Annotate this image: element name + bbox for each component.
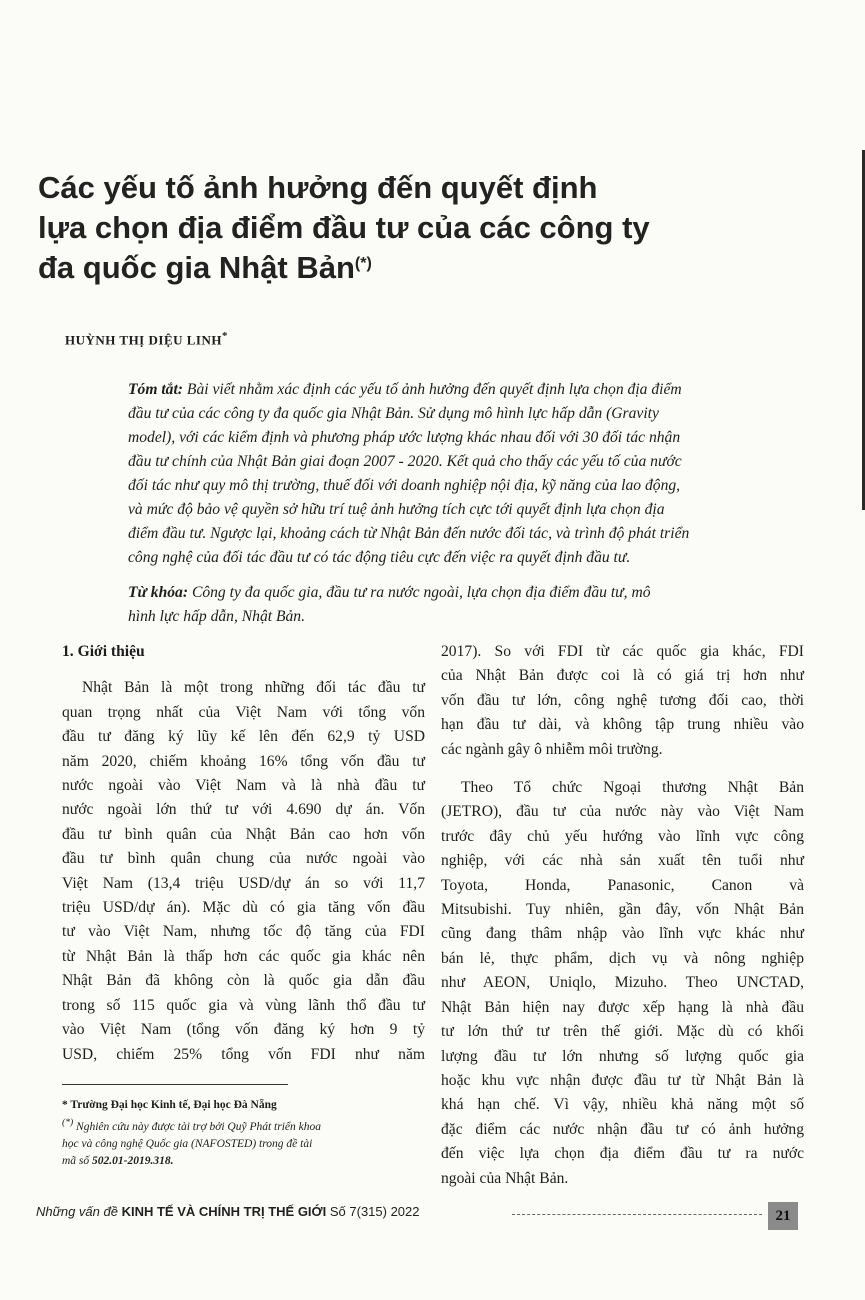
abstract-line: công nghệ của đối tác đầu tư có tác động tiêu cực đến việc ra quyết định đầu tư. [128, 549, 631, 566]
body-line: 2017). So với FDI từ các quốc gia khác, FDI [441, 643, 804, 660]
body-line: đầu tư đăng ký lũy kế lên đến 62,9 tỷ USD [62, 728, 425, 746]
body-line: tư vào Việt Nam, nhưng tốc độ tăng của FDI [62, 923, 425, 941]
body-line: như AEON, Uniqlo, Mizuho. Theo UNCTAD, [441, 974, 804, 992]
body-line: đầu tư bình quân chung của nước ngoài vào [62, 850, 425, 868]
abstract-line: và mức độ bảo vệ quyền sở hữu trí tuệ ảnh hưởng tích cực tới quyết định lựa chọn địa [128, 501, 665, 518]
body-line: quan trọng nhất của Việt Nam với tổng vốn [62, 703, 425, 721]
body-line: ngoài của Nhật Bản. [441, 1169, 569, 1187]
abstract-label: Tóm tắt: [128, 381, 184, 398]
body-line: hoặc khu vực nhận được đầu tư từ Nhật Bản là [441, 1071, 804, 1089]
author-name: HUỲNH THỊ DIỆU LINH* [65, 330, 228, 348]
funding-footnote-line: học và công nghệ Quốc gia (NAFOSTED) trong đề tài [62, 1137, 313, 1150]
abstract-line: đầu tư chính của Nhật Bản giai đoạn 2007 - 2020. Kết quả cho thấy các yếu tố của nước [128, 453, 682, 470]
body-line: tư lớn thứ tư trên thế giới. Mặc dù có khối [441, 1023, 804, 1041]
body-line: trong số 115 quốc gia và vùng lãnh thổ đầu tư [62, 996, 425, 1014]
body-line: của Nhật Bản được coi là có giá trị hơn như [441, 667, 804, 685]
body-line: bán lẻ, thực phẩm, dịch vụ và nông nghiệp [441, 949, 804, 967]
body-line: trước đây chủ yếu hướng vào lĩnh vực công [441, 827, 804, 845]
abstract-line: đối tác như quy mô thị trường, thuế đối với doanh nghiệp nội địa, kỹ năng của lao động, [128, 477, 681, 494]
body-line: Theo Tổ chức Ngoại thương Nhật Bản [461, 779, 804, 797]
page-number: 21 [768, 1202, 798, 1230]
page-footer [36, 1204, 420, 1219]
keywords-line: hình lực hấp dẫn, Nhật Bản. [128, 608, 305, 625]
footer-dash-line [512, 1214, 762, 1215]
body-line: đặc điểm các nước nhận đầu tư có ảnh hưởng [441, 1120, 804, 1138]
body-line: vào Việt Nam (tổng vốn đăng ký hơn 9 tỷ [62, 1021, 425, 1039]
footnotes [62, 1097, 432, 1170]
article-title [38, 168, 798, 288]
body-line: Nhật Bản hiện nay được xếp hạng là nhà đầu [441, 998, 804, 1016]
title-footnote-marker: (*) [354, 255, 372, 272]
abstract-block [128, 378, 800, 629]
footnote-rule [62, 1084, 288, 1085]
body-line: nước ngoài lớn thứ tư với 4.690 dự án. Vốn [62, 801, 425, 819]
body-line: Nhật Bản là một trong những đối tác đầu tư [82, 679, 425, 697]
left-column [62, 640, 425, 1067]
abstract-line: điểm đầu tư. Ngược lại, khoảng cách từ Nhật Bản đến nước đối tác, và trình độ phát triển [128, 525, 690, 542]
body-line: nghiệp, với các nhà sản xuất tên tuổi như [441, 852, 804, 870]
abstract-line: Tóm tắt: Bài viết nhằm xác định các yếu tố ảnh hưởng đến quyết định lựa chọn địa điểm [128, 381, 682, 398]
keywords-block [128, 581, 800, 629]
journal-name: KINH TẾ VÀ CHÍNH TRỊ THẾ GIỚI [121, 1204, 327, 1219]
body-line: cũng đang thâm nhập vào lĩnh vực khác như [441, 925, 804, 943]
body-line: nước ngoài vào Việt Nam và là nhà đầu tư [62, 777, 425, 795]
author-footnote-marker: * [221, 330, 228, 342]
keywords-line: Từ khóa: Công ty đa quốc gia, đầu tư ra nước ngoài, lựa chọn địa điểm đầu tư, mô [128, 584, 651, 601]
title-line: Các yếu tố ảnh hưởng đến quyết định [38, 170, 598, 205]
body-line: Việt Nam (13,4 triệu USD/dự án so với 11,7 [62, 874, 425, 892]
funding-footnote-line: (*) Nghiên cứu này được tài trợ bởi Quỹ Phát triển khoa [62, 1117, 321, 1133]
title-line: lựa chọn địa điểm đầu tư của các công ty [38, 210, 650, 245]
right-column [441, 640, 804, 1191]
affiliation-footnote: * Trường Đại học Kinh tế, Đại học Đà Nẵng [62, 1099, 277, 1111]
body-line: từ Nhật Bản là thấp hơn các quốc gia khác nên [62, 947, 425, 965]
section-heading: 1. Giới thiệu [62, 643, 145, 660]
body-line: (JETRO), đầu tư của nước này vào Việt Nam [441, 803, 804, 821]
abstract-line: đầu tư của các công ty đa quốc gia Nhật Bản. Sử dụng mô hình lực hấp dẫn (Gravity [128, 405, 659, 422]
project-code: 502.01-2019.318. [92, 1154, 174, 1167]
body-line: Mitsubishi. Tuy nhiên, gần đây, vốn Nhật Bản [441, 901, 804, 919]
body-line: các ngành gây ô nhiễm môi trường. [441, 740, 663, 758]
funding-footnote-line: mã số 502.01-2019.318. [62, 1154, 174, 1167]
body-line: năm 2020, chiếm khoảng 16% tổng vốn đầu tư [62, 752, 425, 770]
keywords-label: Từ khóa: [128, 584, 189, 601]
title-line: đa quốc gia Nhật Bản(*) [38, 250, 372, 285]
abstract-line: model), với các kiểm định và phương pháp ước lượng khác nhau đối với 30 đối tác nhận [128, 429, 681, 446]
footer-prefix: Những vấn đề [36, 1204, 118, 1219]
body-line: Toyota, Honda, Panasonic, Canon và [441, 876, 804, 894]
body-line: vốn đầu tư lớn, công nghệ tương đối cao, thời [441, 691, 804, 709]
body-line: Nhật Bản đã không còn là quốc gia dẫn đầu [62, 972, 425, 990]
body-line: lượng đầu tư lớn nhưng số lượng quốc gia [441, 1047, 804, 1065]
body-line: đến việc lựa chọn địa điểm đầu tư ra nước [441, 1145, 804, 1163]
body-line: hạn đầu tư dài, và không tập trung nhiều vào [441, 716, 804, 734]
issue-number: Số 7(315) 2022 [329, 1204, 420, 1219]
body-line: đầu tư bình quân của Nhật Bản cao hơn vốn [62, 825, 425, 843]
body-line: USD, chiếm 25% tổng vốn FDI như năm [62, 1045, 425, 1063]
body-line: khá hạn chế. Vì vậy, nhiều khả năng một số [441, 1096, 804, 1114]
body-line: triệu USD/dự án). Mặc dù có gia tăng vốn đầu [62, 899, 425, 917]
